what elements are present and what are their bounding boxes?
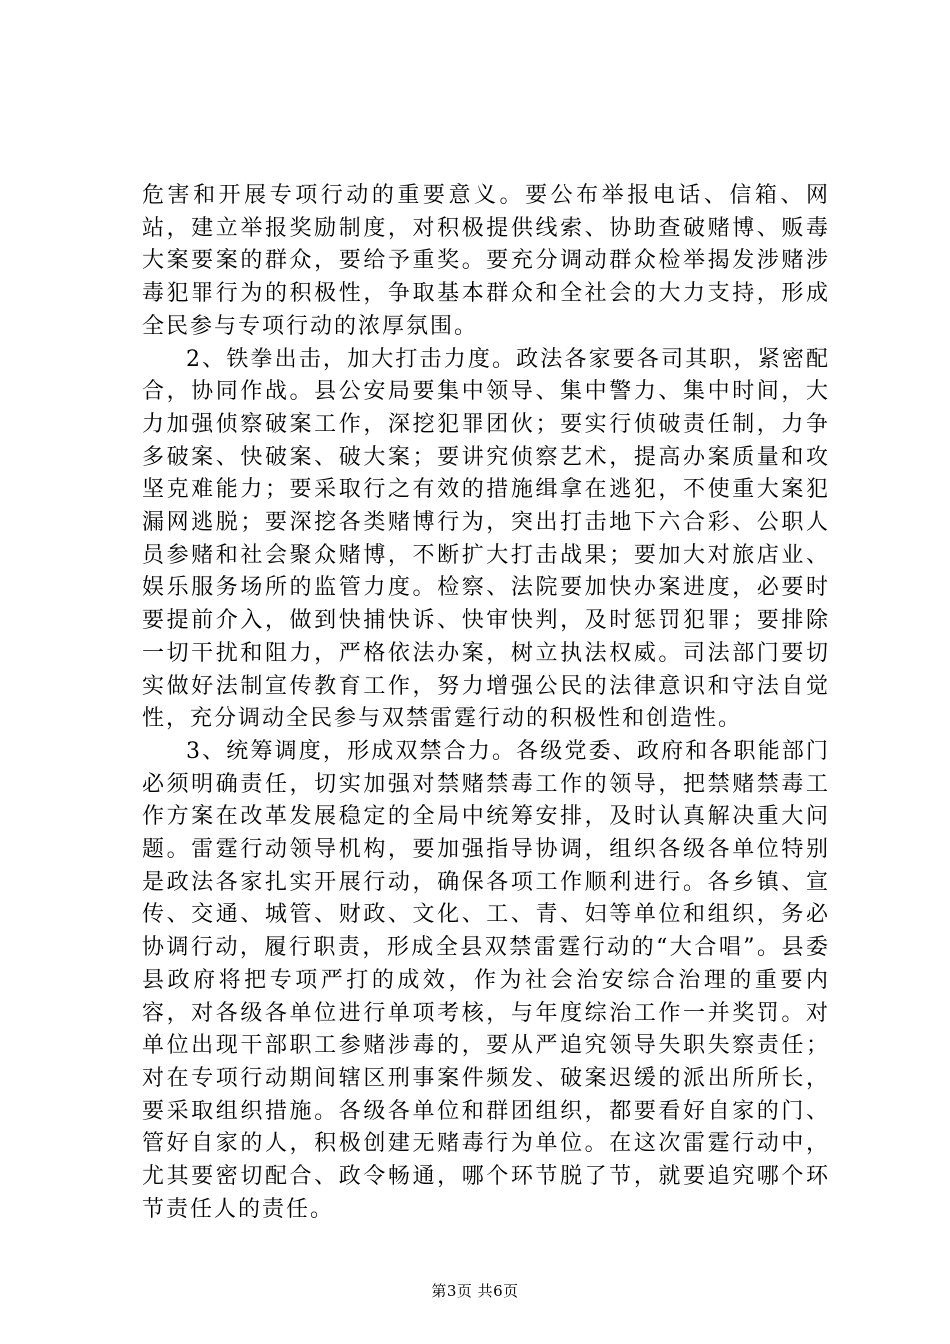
paragraph-item-3: 3、统筹调度，形成双禁合力。各级党委、政府和各职能部门必须明确责任，切实加强对禁赌禁毒工作的领导，把禁赌禁毒工作方案在改革发展稳定的全局中统筹安排，及时认真解决重大问题。雷霆行动领导机构，要加强指导协调，组织各级各单位特别是政法各家扎实开展行动，确保各项工作顺利进行。各乡镇、宣传、交通、城管、财政、文化、工、青、妇等单位和组织，务必协调行动，履行职责，形成全县双禁雷霆行动的“大合唱”。县委县政府将把专项严打的成效，作为社会治安综合治理的重要内容，对各级各单位进行单项考核，与年度综治工作一并奖罚。对单位出现干部职工参赌涉毒的，要从严追究领导失职失察责任；对在专项行动期间辖区刑事案件频发、破案迟缓的派出所所长，要采取组织措施。各级各单位和群团组织，都要看好自家的门、管好自家的人，积极创建无赌毒行为单位。在这次雷霆行动中，尤其要密切配合、政令畅通，哪个环节脱了节，就要追究哪个环节责任人的责任。	[142, 738, 830, 1222]
paragraph-item-2: 2、铁拳出击，加大打击力度。政法各家要各司其职，紧密配合，协同作战。县公安局要集中领导、集中警力、集中时间，大力加强侦察破案工作，深挖犯罪团伙；要实行侦破责任制，力争多破案、快破案、破大案；要讲究侦察艺术，提高办案质量和攻坚克难能力；要采取行之有效的措施缉拿在逃犯，不使重大案犯漏网逃脱；要深挖各类赌博行为，突出打击地下六合彩、公职人员参赌和社会聚众赌博，不断扩大打击战果；要加大对旅店业、娱乐服务场所的监管力度。检察、法院要加快办案进度，必要时要提前介入，做到快捕快诉、快审快判，及时惩罚犯罪；要排除一切干扰和阻力，严格依法办案，树立执法权威。司法部门要切实做好法制宣传教育工作，努力增强公民的法律意识和守法自觉性，充分调动全民参与双禁雷霆行动的积极性和创造性。	[142, 346, 830, 732]
page-number-footer: 第3页 共6页	[431, 1282, 519, 1300]
document-body	[142, 180, 830, 1227]
paragraph-continued: 危害和开展专项行动的重要意义。要公布举报电话、信箱、网站，建立举报奖励制度，对积极提供线索、协助查破赌博、贩毒大案要案的群众，要给予重奖。要充分调动群众检举揭发涉赌涉毒犯罪行为的积极性，争取基本群众和全社会的大力支持，形成全民参与专项行动的浓厚氛围。	[142, 183, 830, 339]
